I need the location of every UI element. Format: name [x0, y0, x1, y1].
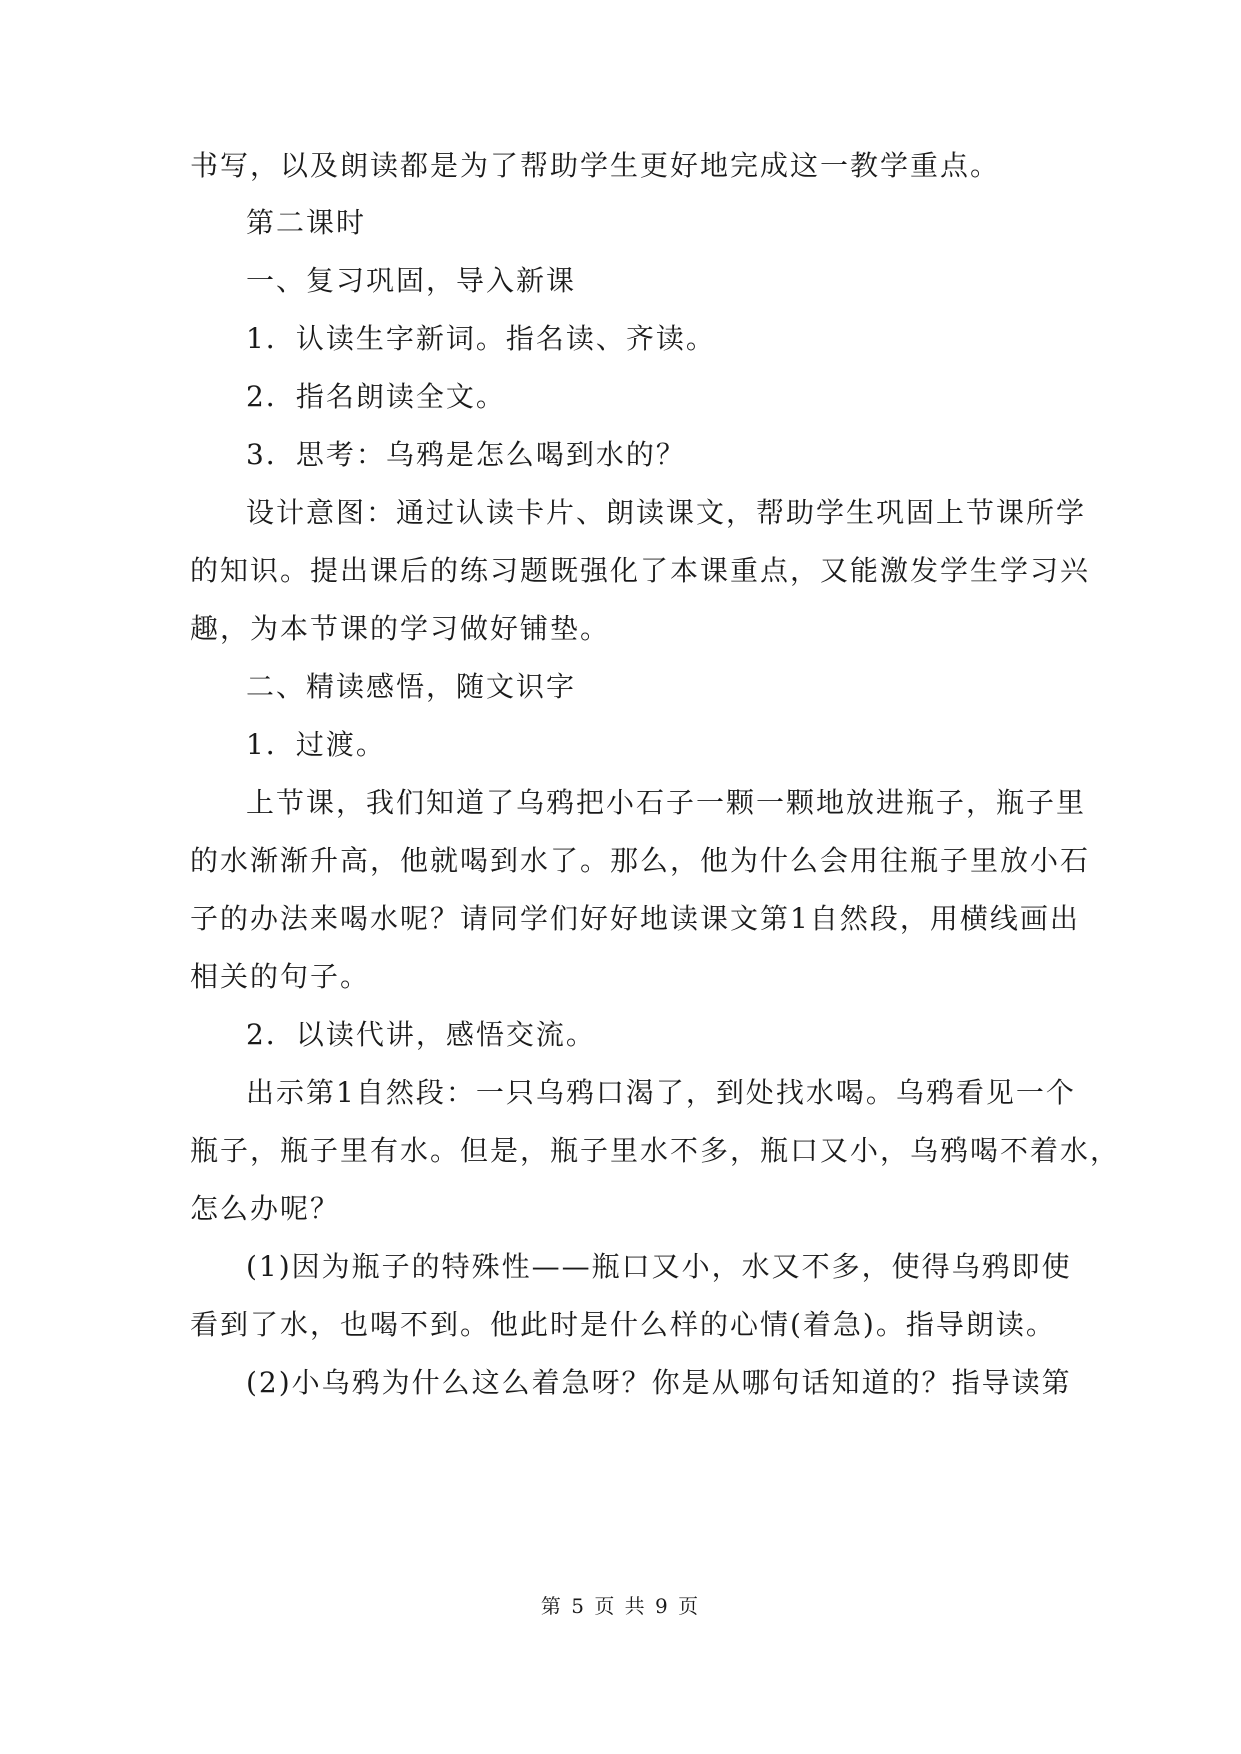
- text-line: 子的办法来喝水呢？请同学们好好地读课文第1自然段，用横线画出: [190, 902, 1080, 935]
- text-line: 的知识。提出课后的练习题既强化了本课重点，又能激发学生学习兴: [190, 554, 1091, 587]
- section-heading: 一、复习巩固，导入新课: [246, 264, 577, 297]
- lesson-heading: 第二课时: [246, 206, 367, 239]
- text-line: 趣，为本节课的学习做好铺垫。: [190, 612, 611, 645]
- text-line: 设计意图：通过认读卡片、朗读课文，帮助学生巩固上节课所学: [246, 496, 1087, 529]
- text-line: 看到了水，也喝不到。他此时是什么样的心情(着急)。指导朗读。: [190, 1308, 1056, 1341]
- text-line: 上节课，我们知道了乌鸦把小石子一颗一颗地放进瓶子，瓶子里: [246, 786, 1087, 819]
- text-line: 书写，以及朗读都是为了帮助学生更好地完成这一教学重点。: [190, 149, 1001, 182]
- list-item: 2．指名朗读全文。: [246, 380, 506, 413]
- list-item: 3．思考：乌鸦是怎么喝到水的？: [246, 438, 686, 471]
- text-line: 相关的句子。: [190, 960, 371, 993]
- text-line: 瓶子，瓶子里有水。但是，瓶子里水不多，瓶口又小，乌鸦喝不着水，: [190, 1134, 1121, 1167]
- list-item: 1．认读生字新词。指名读、齐读。: [246, 322, 716, 355]
- section-heading: 二、精读感悟，随文识字: [246, 670, 577, 703]
- text-line: 出示第1自然段：一只乌鸦口渴了，到处找水喝。乌鸦看见一个: [246, 1076, 1076, 1109]
- page-number: 第 5 页 共 9 页: [540, 1594, 701, 1618]
- text-line: (2)小乌鸦为什么这么着急呀？你是从哪句话知道的？指导读第: [246, 1366, 1072, 1399]
- text-line: 怎么办呢？: [190, 1192, 341, 1225]
- text-line: (1)因为瓶子的特殊性——瓶口又小，水又不多，使得乌鸦即使: [246, 1250, 1072, 1283]
- list-item: 1．过渡。: [246, 728, 386, 761]
- list-item: 2．以读代讲，感悟交流。: [246, 1018, 596, 1051]
- text-line: 的水渐渐升高，他就喝到水了。那么，他为什么会用往瓶子里放小石: [190, 844, 1091, 877]
